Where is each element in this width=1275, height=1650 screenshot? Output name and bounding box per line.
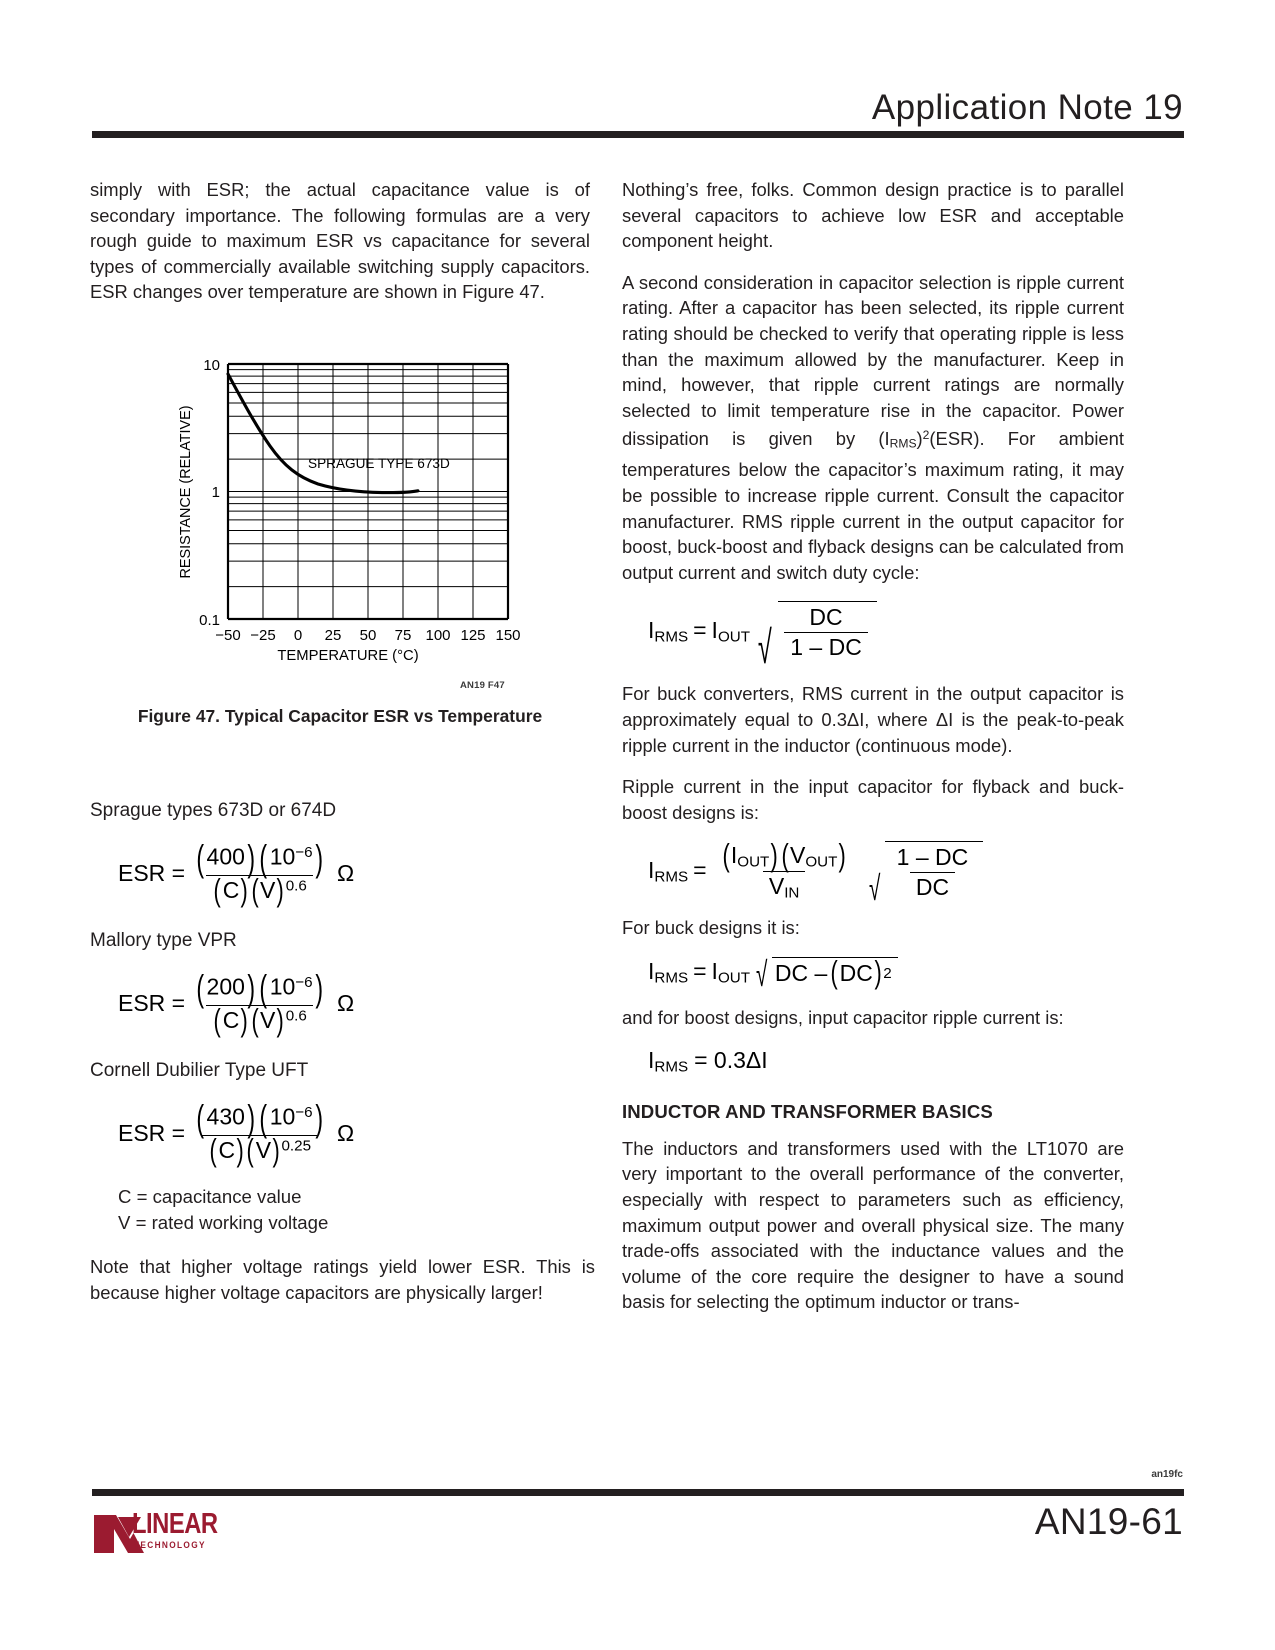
- right-paragraph-6: and for boost designs, input capacitor ripple current is:: [622, 1006, 1064, 1028]
- chart-xtick: 0: [293, 627, 303, 644]
- symbol-current: I: [711, 617, 718, 644]
- equation-lhs: [648, 1047, 768, 1075]
- denominator-exponent: 0.6: [285, 1007, 307, 1025]
- fraction: [188, 967, 331, 1038]
- numerator-base: 10: [269, 843, 296, 870]
- denominator-exponent: 0.6: [285, 877, 307, 895]
- radicand-term: DC –: [774, 959, 828, 986]
- symbol-current: I: [648, 1046, 655, 1073]
- logo-subtext: TECHNOLOGY: [134, 1540, 206, 1550]
- symbol-current: I: [648, 957, 655, 984]
- equation-lhs: [648, 617, 750, 645]
- symbol-current: I: [648, 617, 655, 644]
- equation-unit: Ω: [337, 990, 355, 1017]
- numerator-coefficient: 430: [206, 1103, 245, 1130]
- chart-svg: [168, 348, 528, 648]
- fraction: [715, 837, 854, 902]
- sprague-label: Sprague types 673D or 674D: [90, 800, 337, 821]
- superscript-two: 2: [883, 964, 892, 982]
- numerator-coefficient: 200: [206, 973, 245, 1000]
- symbol-current: I: [711, 957, 718, 984]
- radical-sign: √: [757, 620, 772, 673]
- right-column: [622, 177, 1124, 1331]
- fraction-numerator: DC: [809, 604, 843, 631]
- denominator-exponent: 0.25: [281, 1137, 312, 1155]
- fraction-denominator: (C)(V) $^{0.6}$: [206, 1005, 312, 1034]
- fraction-numerator: ( 430) ( $10^{-6}$): [196, 1097, 323, 1140]
- numerator-coefficient: 400: [206, 843, 245, 870]
- right-paragraph-3: For buck converters, RMS current in the output capacitor is approximately equal to 0.3ΔI, where ΔI is the peak-to-peak ripple current in the inductor (continuous mode).: [622, 683, 1124, 756]
- left-paragraph-note: Note that higher voltage ratings yield lower ESR. This is because higher voltage capacitors are physically larger!: [90, 1256, 595, 1303]
- chart-ytick-10: 10: [203, 357, 220, 374]
- section-heading-inductor-transformer-basics: INDUCTOR AND TRANSFORMER BASICS: [622, 1100, 993, 1122]
- left-paragraph-1: simply with ESR; the actual capacitance value is of secondary importance. The following formulas are a very rough guide to maximum ESR vs capacitance for several types of commercially available switching supply capacitors. ESR changes over temperature are shown in Figure 47.: [90, 179, 590, 303]
- equation-lhs: [648, 857, 712, 885]
- equals-sign: =: [693, 957, 707, 984]
- symbol-voltage: V: [768, 872, 785, 899]
- fraction: [188, 1097, 331, 1168]
- subscript-out: OUT: [717, 969, 750, 987]
- symbol-definitions: [118, 1184, 595, 1236]
- numerator-exponent: −6: [295, 844, 313, 862]
- radical: [752, 955, 898, 994]
- equation-rhs: = 0.3ΔI: [694, 1046, 768, 1073]
- radical-body: DC – ( DC ) 2: [772, 957, 898, 987]
- fraction: [891, 844, 975, 901]
- figure-caption: Figure 47. Typical Capacitor ESR vs Temperature: [137, 706, 543, 726]
- equation-lhs: ESR =: [118, 1120, 186, 1147]
- fraction: [188, 837, 331, 908]
- equation-esr-cornell: [118, 1097, 595, 1168]
- numerator-exponent: −6: [295, 974, 313, 992]
- subscript-out: OUT: [737, 852, 770, 870]
- chart-xtick: 75: [394, 627, 412, 644]
- radical-body: [778, 601, 877, 661]
- equation-esr-sprague: [118, 837, 595, 908]
- left-column-top: [90, 177, 590, 321]
- chart-x-axis-label: TEMPERATURE (°C): [277, 648, 419, 664]
- paragraph-text-part: A second consideration in capacitor selection is ripple current rating. After a capacitor has been selected, its ripple current rating should be checked to verify that operating ripple is less than the maximum allowed by the manufacturer. Keep in mind, however, that ripple current ratings are normally selected to limit temperature rise in the capacitor. Power dissipation is given by (I: [622, 271, 1124, 450]
- right-paragraph-4: Ripple current in the input capacitor for flyback and buck-boost designs is:: [622, 776, 1124, 823]
- chart-xtick: 25: [324, 627, 342, 644]
- radical: [752, 601, 877, 673]
- paragraph-text-part: (ESR). For ambient temperatures below the capacitor’s maximum rating, it may be possible to increase ripple current. Consult the capacitor manufacturer. RMS ripple current in the output capacitor for boost, buck-boost and flyback designs can be calculated from output current and switch duty cycle:: [622, 428, 1124, 583]
- right-paragraph-1: Nothing’s free, folks. Common design practice is to parallel several capacitors to achieve low ESR and acceptable component height.: [622, 179, 1124, 252]
- subscript-out: OUT: [717, 628, 750, 646]
- definition-voltage: V = rated working voltage: [118, 1212, 329, 1234]
- subscript-out: OUT: [805, 852, 838, 870]
- radicand-term: DC: [839, 959, 873, 986]
- page-number: AN19-61: [1034, 1501, 1183, 1542]
- fraction: [784, 604, 868, 661]
- equals-sign: =: [693, 617, 707, 644]
- right-paragraph-5: For buck designs it is:: [622, 917, 800, 939]
- chart-xtick: 125: [460, 627, 486, 644]
- subscript-rms: RMS: [654, 969, 689, 987]
- equation-unit: Ω: [337, 1120, 355, 1147]
- chart-ytick-1: 1: [211, 484, 220, 501]
- equation-lhs: [648, 958, 750, 986]
- mallory-label: Mallory type VPR: [90, 930, 237, 952]
- chart-y-axis-label: RESISTANCE (RELATIVE): [178, 405, 194, 579]
- radical-body: [885, 841, 984, 901]
- esr-vs-temperature-chart: [168, 348, 528, 648]
- chart-annotation-label: SPRAGUE TYPE 673D: [308, 456, 450, 471]
- definition-capacitance: C = capacitance value: [118, 1186, 302, 1208]
- equation-irms-flyback: [648, 837, 1124, 909]
- subscript-in: IN: [784, 884, 800, 902]
- symbol-current: I: [730, 841, 738, 868]
- equation-irms-boost-input: [648, 1047, 1124, 1075]
- page-header-title: Application Note 19: [871, 88, 1183, 127]
- document-code: an19fc: [1151, 1469, 1183, 1480]
- numerator-base: 10: [269, 1103, 296, 1130]
- subscript-rms: RMS: [654, 628, 689, 646]
- equation-lhs: ESR =: [118, 990, 186, 1017]
- numerator-exponent: −6: [295, 1104, 313, 1122]
- equation-irms-boost: [648, 601, 1124, 673]
- fraction-denominator: 1 – DC: [784, 632, 868, 661]
- figure-code: AN19 F47: [460, 680, 505, 691]
- equals-sign: =: [693, 857, 707, 884]
- radical-sign: √: [755, 955, 768, 994]
- fraction-denominator: (C)(V) $^{0.25}$: [202, 1135, 317, 1164]
- fraction-denominator: (C)(V) $^{0.6}$: [206, 875, 312, 904]
- fraction-denominator: [763, 871, 806, 901]
- radical: [865, 841, 984, 909]
- right-paragraph-2: [622, 270, 1124, 586]
- fraction-numerator: ( 200) ( $10^{-6}$): [196, 967, 323, 1010]
- chart-ytick-0.1: 0.1: [199, 612, 220, 629]
- fraction-numerator: 1 – DC: [896, 844, 969, 871]
- paragraph-text-part: ): [916, 428, 923, 450]
- header-divider: [92, 131, 1184, 138]
- radical-sign: √: [868, 870, 881, 909]
- symbol-voltage: V: [790, 841, 806, 868]
- chart-xtick: 50: [359, 627, 377, 644]
- subscript-rms: RMS: [889, 436, 917, 451]
- numerator-base: 10: [269, 973, 296, 1000]
- left-column-formulas: [90, 798, 595, 1321]
- chart-xtick: 100: [425, 627, 451, 644]
- chart-xtick: −25: [250, 627, 276, 644]
- cornell-label: Cornell Dubilier Type UFT: [90, 1060, 309, 1082]
- fraction-numerator: $(I_{OUT})(V_{OUT})$: [722, 837, 847, 873]
- equation-esr-mallory: [118, 967, 595, 1038]
- equation-lhs: ESR =: [118, 860, 186, 886]
- subscript-rms: RMS: [654, 868, 689, 886]
- equation-irms-buck: [648, 955, 1124, 994]
- chart-xtick: 150: [495, 627, 521, 644]
- fraction-numerator: ( 400) ( $10^{-6}$): [196, 837, 323, 879]
- fraction-denominator: DC: [910, 872, 955, 901]
- footer-divider: [92, 1489, 1184, 1496]
- symbol-current: I: [648, 857, 655, 884]
- superscript-two: 2: [922, 428, 930, 443]
- right-paragraph-7: The inductors and transformers used with the LT1070 are very important to the overall performance of the converter, especially with respect to parameters such as efficiency, maximum output power and overall physical size. The many trade-offs associated with the inductance values and the volume of the core require the designer to have a sound basis for selecting the optimum inductor or trans-: [622, 1137, 1124, 1313]
- equation-unit: Ω: [337, 860, 355, 886]
- subscript-rms: RMS: [654, 1057, 689, 1075]
- figure-47-block: [90, 348, 590, 726]
- logo-wordmark: LINEAR: [132, 1508, 218, 1540]
- chart-xtick: −50: [215, 627, 241, 644]
